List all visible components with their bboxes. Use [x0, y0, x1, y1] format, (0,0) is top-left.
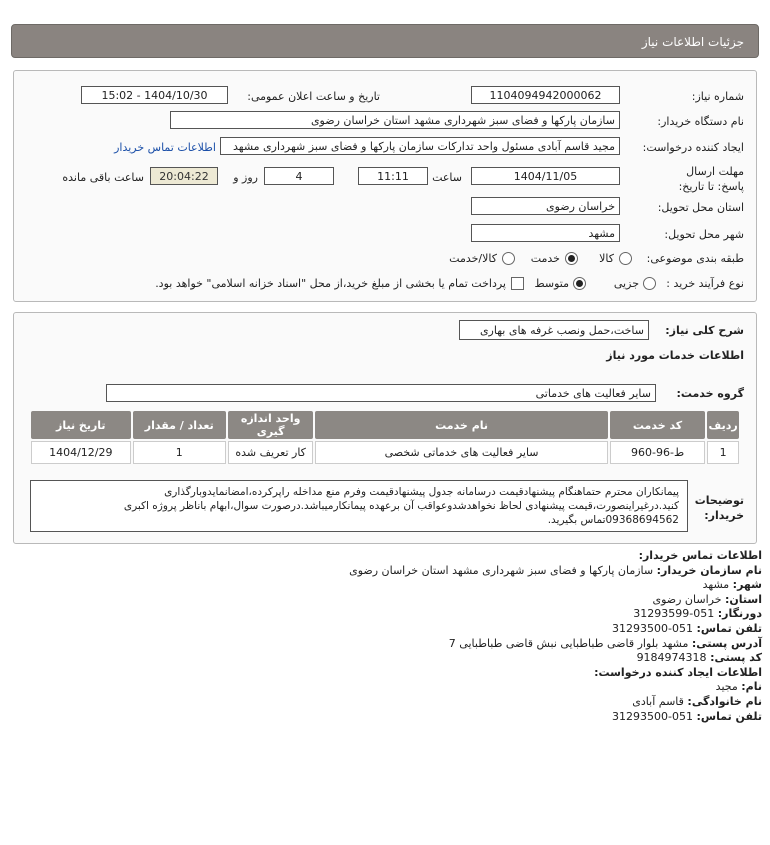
- summary-field: ساخت،حمل ونصب غرفه های بهاری: [459, 320, 649, 340]
- need-number-label: شماره نیاز:: [691, 90, 744, 103]
- details-panel: [13, 70, 757, 302]
- category-option-service: خدمت: [530, 252, 560, 265]
- process-radio-minor[interactable]: [643, 277, 656, 290]
- deadline-label: مهلت ارسال پاسخ: تا تاریخ:: [678, 165, 744, 193]
- service-group-field: سایر فعالیت های خدماتی: [106, 384, 656, 402]
- table-header-row: [31, 411, 739, 439]
- remaining-label: ساعت باقی مانده: [62, 171, 144, 184]
- contact-title: اطلاعات تماس خریدار:: [638, 549, 762, 562]
- creator-name: نام: مجید: [715, 680, 762, 694]
- col-unit: واحد اندازه گیری: [228, 411, 313, 439]
- process-option-minor: جزیی: [613, 277, 639, 290]
- contact-fax: دورنگار: 051-31293599: [633, 607, 762, 621]
- city-field: مشهد: [471, 224, 620, 242]
- summary-label: شرح کلی نیاز:: [665, 324, 744, 337]
- buyer-org-field: سازمان پارکها و فضای سبز شهرداری مشهد استان خراسان رضوی: [170, 111, 620, 129]
- notes-box: [30, 480, 688, 532]
- services-table: [29, 409, 741, 466]
- notes-line-1: پیمانکاران محترم حتماهنگام پیشنهادقیمت درسامانه جدول پیشنهادقیمت وفرم منع مداخله راپرکرده،امضانمایدوبارگذاری: [164, 486, 679, 498]
- category-label: طبقه بندی موضوعی:: [646, 252, 744, 265]
- deadline-time-field: 11:11: [358, 167, 428, 185]
- contact-city: شهر: مشهد: [702, 578, 762, 592]
- col-date: تاریخ نیاز: [31, 411, 131, 439]
- treasury-note: پرداخت تمام یا بخشی از مبلغ خرید،از محل "اسناد خزانه اسلامی" خواهد بود.: [155, 277, 506, 290]
- days-field: 4: [264, 167, 334, 185]
- time-label: ساعت: [432, 171, 462, 184]
- process-option-medium: متوسط: [534, 277, 569, 290]
- creator-label: ایجاد کننده درخواست:: [642, 141, 744, 154]
- col-code: کد خدمت: [610, 411, 705, 439]
- cell-row: 1: [707, 441, 739, 464]
- days-label: روز و: [233, 171, 258, 184]
- process-label: نوع فرآیند خرید :: [666, 277, 744, 290]
- need-number-field: 1104094942000062: [471, 86, 620, 104]
- creator-title: اطلاعات ایجاد کننده درخواست:: [594, 665, 762, 679]
- cell-qty: 1: [133, 441, 226, 464]
- city-label: شهر محل تحویل:: [664, 228, 744, 241]
- col-name: نام خدمت: [315, 411, 608, 439]
- cell-unit: کار تعریف شده: [228, 441, 313, 464]
- notes-label: توضیحات خریدار:: [694, 494, 744, 522]
- creator-family: نام خانوادگی: قاسم آبادی: [632, 694, 762, 708]
- category-radio-service[interactable]: [565, 252, 578, 265]
- cell-date: 1404/12/29: [31, 441, 131, 464]
- treasury-checkbox[interactable]: [511, 277, 524, 290]
- contact-org: نام سازمان خریدار: سازمان پارکها و فضای سبز شهرداری مشهد استان خراسان رضوی: [349, 563, 762, 577]
- contact-address: آدرس پستی: مشهد بلوار قاضی طباطبایی نبش قاضی طباطبایی 7: [448, 636, 762, 650]
- col-qty: تعداد / مقدار: [133, 411, 226, 439]
- creator-field: مجید قاسم آبادی مسئول واحد تدارکات سازمان پارکها و فضای سبز شهرداری مشهد: [220, 137, 620, 155]
- category-radio-goods-service[interactable]: [502, 252, 515, 265]
- buyer-org-label: نام دستگاه خریدار:: [657, 115, 744, 128]
- contact-phone: تلفن تماس: 051-31293500: [612, 621, 762, 635]
- announce-field: 1404/10/30 - 15:02: [81, 86, 228, 104]
- province-field: خراسان رضوی: [471, 197, 620, 215]
- col-row: ردیف: [707, 411, 739, 439]
- cell-code: ط-96-960: [610, 441, 705, 464]
- creator-phone: تلفن تماس: 051-31293500: [612, 709, 762, 723]
- contact-province: استان: خراسان رضوی: [652, 592, 762, 606]
- category-option-goods-service: کالا/خدمت: [449, 252, 497, 265]
- announce-label: تاریخ و ساعت اعلان عمومی:: [247, 90, 380, 103]
- buyer-contact-link[interactable]: اطلاعات تماس خریدار: [114, 141, 216, 154]
- remaining-time-field: 20:04:22: [150, 167, 218, 185]
- notes-line-3: 09368694562تماس بگیرید.: [547, 514, 679, 526]
- page-title: جزئیات اطلاعات نیاز: [641, 35, 744, 49]
- province-label: استان محل تحویل:: [657, 201, 744, 214]
- service-group-label: گروه خدمت:: [676, 387, 744, 400]
- category-radio-goods[interactable]: [619, 252, 632, 265]
- process-radio-medium[interactable]: [573, 277, 586, 290]
- category-option-goods: کالا: [599, 252, 614, 265]
- contact-postal: کد پستی: 9184974318: [636, 651, 762, 665]
- deadline-date-field: 1404/11/05: [471, 167, 620, 185]
- summary-panel: [13, 312, 757, 544]
- cell-name: سایر فعالیت های خدماتی شخصی: [315, 441, 608, 464]
- contact-section: [349, 549, 762, 724]
- table-row: [31, 441, 739, 464]
- services-title: اطلاعات خدمات مورد نیاز: [606, 349, 744, 362]
- page-header: [11, 24, 759, 58]
- notes-line-2: کنید.درغیراینصورت،قیمت پیشنهادی لحاظ نخواهدشدوعواقب آن برعهده پیمانکارمیباشد.درصورت سوال،ابهام باناظر پروژه اکبری: [123, 500, 679, 512]
